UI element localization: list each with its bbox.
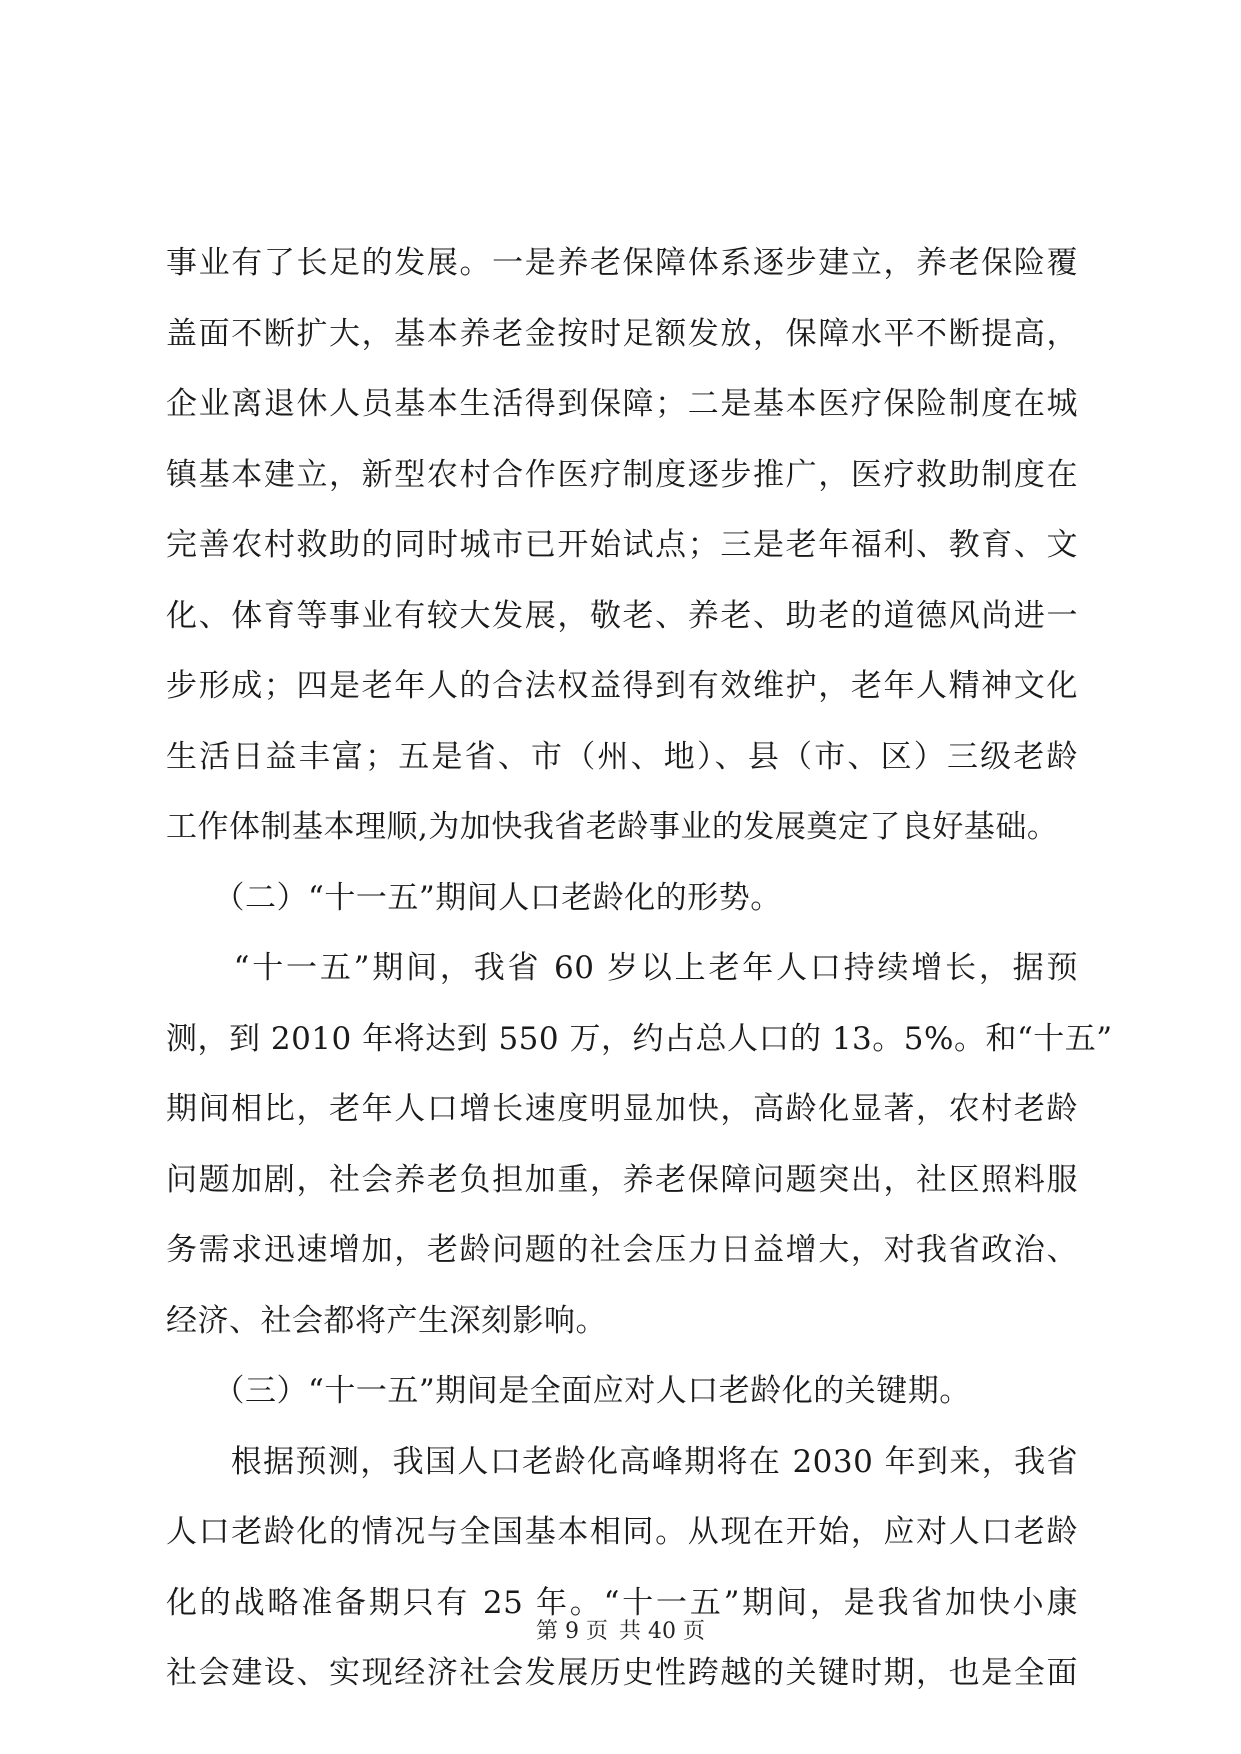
text-line: 问题加剧，社会养老负担加重，养老保障问题突出，社区照料服	[166, 1161, 1078, 1198]
text-line: 工作体制基本理顺,为加快我省老龄事业的发展奠定了良好基础。	[166, 809, 1059, 845]
text-line: 化的战略准备期只有 25 年。“十一五”期间，是我省加快小康	[166, 1584, 1078, 1621]
text-line: 事业有了长足的发展。一是养老保障体系逐步建立，养老保险覆	[166, 245, 1078, 281]
text-line: 根据预测，我国人口老龄化高峰期将在 2030 年到来，我省	[166, 1443, 1078, 1480]
page-footer	[0, 1614, 1241, 1645]
text-line: 盖面不断扩大，基本养老金按时足额发放，保障水平不断提高，	[166, 315, 1078, 352]
document-body	[166, 228, 1113, 1709]
text-line: 生活日益丰富；五是省、市（州、地）、县（市、区）三级老龄	[166, 738, 1078, 775]
text-line: “十一五”期间，我省 60 岁以上老年人口持续增长，据预	[166, 950, 1078, 986]
text-line: 企业离退休人员基本生活得到保障；二是基本医疗保险制度在城	[166, 386, 1078, 422]
text-line: 完善农村救助的同时城市已开始试点；三是老年福利、教育、文	[166, 527, 1078, 563]
text-line: 务需求迅速增加，老龄问题的社会压力日益增大，对我省政治、	[166, 1232, 1078, 1268]
text-line: （三）“十一五”期间是全面应对人口老龄化的关键期。	[166, 1373, 971, 1409]
text-line: 镇基本建立，新型农村合作医疗制度逐步推广，医疗救助制度在	[166, 456, 1078, 493]
text-line: 期间相比，老年人口增长速度明显加快，高龄化显著，农村老龄	[166, 1091, 1078, 1127]
text-line: （二）“十一五”期间人口老龄化的形势。	[166, 879, 782, 916]
text-line: 步形成；四是老年人的合法权益得到有效维护，老年人精神文化	[166, 668, 1078, 704]
text-line: 经济、社会都将产生深刻影响。	[166, 1302, 607, 1339]
text-line: 化、体育等事业有较大发展，敬老、养老、助老的道德风尚进一	[166, 597, 1078, 634]
text-line: 人口老龄化的情况与全国基本相同。从现在开始，应对人口老龄	[166, 1514, 1078, 1550]
page-total: 共 40 页	[619, 1619, 705, 1644]
text-line: 社会建设、实现经济社会发展历史性跨越的关键时期，也是全面	[166, 1655, 1078, 1691]
page-number: 第 9 页	[536, 1619, 608, 1644]
text-line: 测，到 2010 年将达到 550 万，约占总人口的 13。5%。和“十五”	[166, 1020, 1113, 1057]
